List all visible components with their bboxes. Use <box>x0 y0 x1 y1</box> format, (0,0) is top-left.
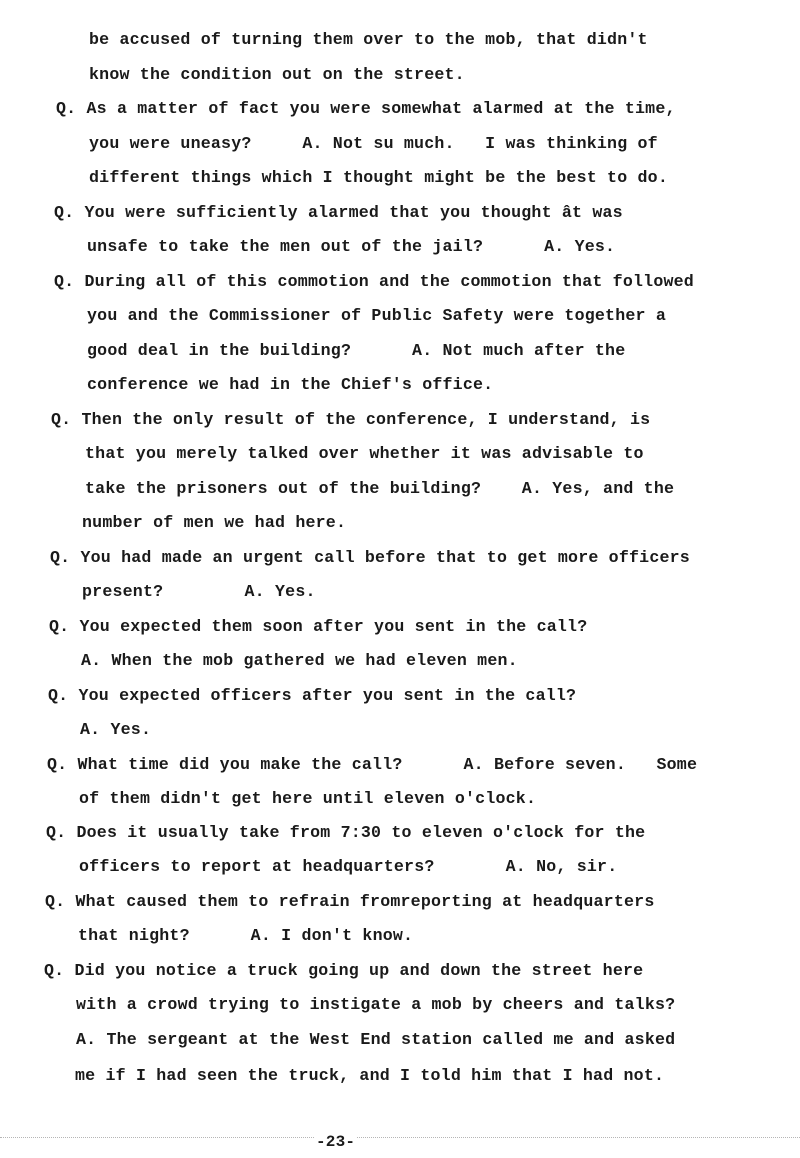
text-line: know the condition out on the street. <box>89 65 465 84</box>
text-line: that night? A. I don't know. <box>78 926 414 945</box>
text-line: different things which I thought might be the best to do. <box>89 168 668 187</box>
page-number: -23- <box>316 1133 356 1151</box>
footer-dotted-rule <box>0 1137 800 1139</box>
text-line: you were uneasy? A. Not su much. I was thinking of <box>89 134 658 153</box>
question-line: Q. What time did you make the call? A. Before seven. Some <box>47 755 698 774</box>
text-line: of them didn't get here until eleven o'clock. <box>79 789 537 808</box>
question-line: Q. You expected officers after you sent in the call? <box>48 686 577 705</box>
text-line: be accused of turning them over to the mob, that didn't <box>89 30 648 49</box>
text-line: officers to report at headquarters? A. No, sir. <box>79 857 618 876</box>
text-line: conference we had in the Chief's office. <box>87 375 494 394</box>
question-line: Q. What caused them to refrain fromreporting at headquarters <box>45 892 655 911</box>
question-line: Q. You had made an urgent call before that to get more officers <box>50 548 690 567</box>
text-line: unsafe to take the men out of the jail? A. Yes. <box>87 237 616 256</box>
question-line: Q. Does it usually take from 7:30 to eleven o'clock for the <box>46 823 646 842</box>
question-line: Q. During all of this commotion and the commotion that followed <box>54 272 694 291</box>
text-line: present? A. Yes. <box>82 582 316 601</box>
text-line: with a crowd trying to instigate a mob by cheers and talks? <box>76 995 676 1014</box>
question-line: Q. Did you notice a truck going up and down the street here <box>44 961 644 980</box>
answer-line: A. The sergeant at the West End station called me and asked <box>76 1030 676 1049</box>
question-line: Q. You were sufficiently alarmed that you thought ât was <box>54 203 623 222</box>
question-line: Q. As a matter of fact you were somewhat alarmed at the time, <box>56 99 676 118</box>
text-line: you and the Commissioner of Public Safety were together a <box>87 306 666 325</box>
answer-line: A. Yes. <box>80 720 152 739</box>
answer-line: A. When the mob gathered we had eleven men. <box>81 651 518 670</box>
text-line: number of men we had here. <box>82 513 347 532</box>
question-line: Q. You expected them soon after you sent in the call? <box>49 617 588 636</box>
text-line: that you merely talked over whether it was advisable to <box>85 444 644 463</box>
text-line: me if I had seen the truck, and I told him that I had not. <box>75 1066 665 1085</box>
text-line: take the prisoners out of the building? A. Yes, and the <box>85 479 675 498</box>
question-line: Q. Then the only result of the conference, I understand, is <box>51 410 651 429</box>
text-line: good deal in the building? A. Not much after the <box>87 341 626 360</box>
